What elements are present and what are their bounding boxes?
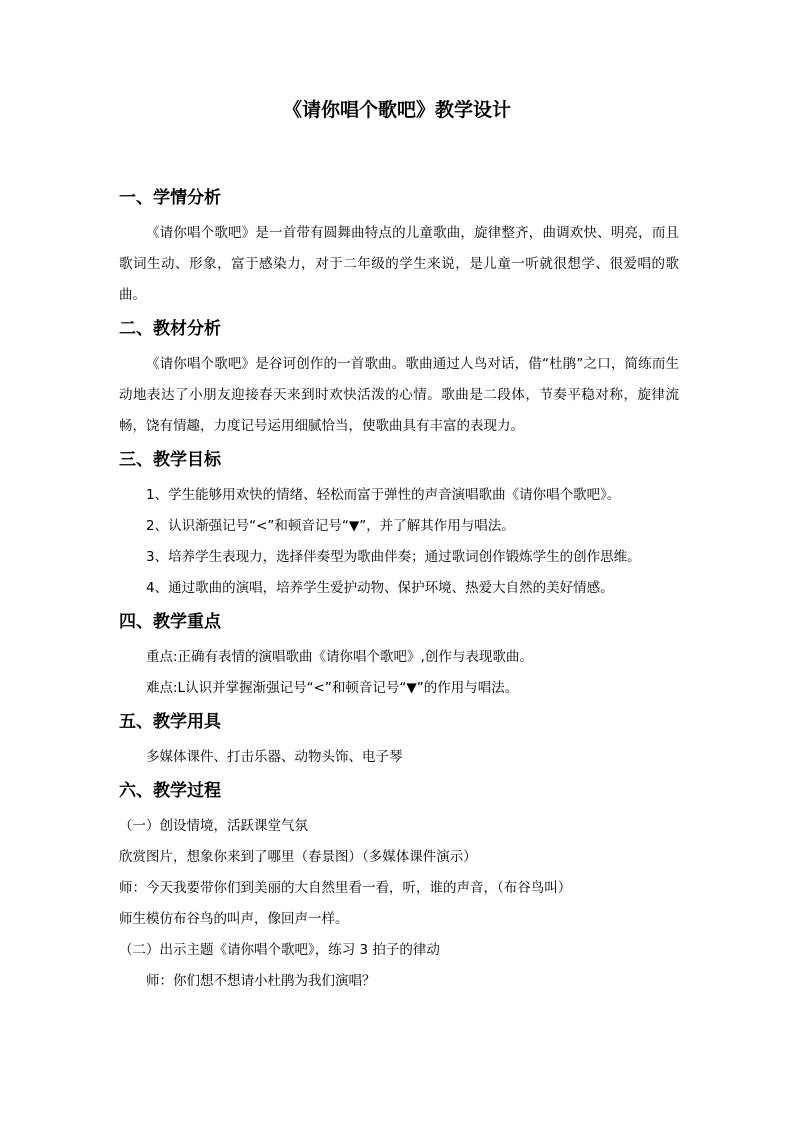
process-line: （一）创设情境，活跃课堂气氛 <box>119 818 308 834</box>
process-line: 师：今天我要带你们到美丽的大自然里看一看，听，谁的声音，（布谷鸟叫） <box>119 880 572 896</box>
section-teaching-goals <box>119 448 679 604</box>
tools-text: 多媒体课件、打击乐器、动物头饰、电子琴 <box>146 749 403 765</box>
section-heading: 四、教学重点 <box>119 612 221 632</box>
difficulty-item: 难点:L认识并掌握渐强记号“<”和顿音记号“▼”的作用与唱法。 <box>146 680 519 696</box>
goal-item: 1、学生能够用欢快的情绪、轻松而富于弹性的声音演唱歌曲《请你唱个歌吧》。 <box>146 487 621 503</box>
document-body <box>119 186 679 1003</box>
section-key-points <box>119 610 679 704</box>
section-heading: 一、学情分析 <box>119 188 221 208</box>
section-heading: 六、教学过程 <box>119 781 221 801</box>
process-line: 师：你们想不想请小杜鹃为我们演唱？ <box>146 973 376 989</box>
section-learner-analysis <box>119 186 679 311</box>
section-heading: 三、教学目标 <box>119 450 221 470</box>
section-teaching-process <box>119 779 679 997</box>
document-title: 《请你唱个歌吧》教学设计 <box>282 99 511 121</box>
goal-item: 2、认识渐强记号“<”和顿音记号“▼”，并了解其作用与唱法。 <box>146 518 515 534</box>
key-point-item: 重点:正确有表情的演唱歌曲《请你唱个歌吧》,创作与表现歌曲。 <box>146 649 533 665</box>
section-paragraph: 《请你唱个歌吧》是一首带有圆舞曲特点的儿童歌曲，旋律整齐，曲调欢快、明亮，而且歌词生动、形象，富于感染力，对于二年级的学生来说，是儿童一听就很想学、很爱唱的歌曲。 <box>119 225 679 303</box>
section-teaching-tools <box>119 710 679 773</box>
goal-list <box>119 480 679 604</box>
process-line: （二）出示主题《请你唱个歌吧》，练习 3 拍子的律动 <box>119 942 440 958</box>
section-heading: 二、教材分析 <box>119 319 221 339</box>
goal-item: 3、培养学生表现力，选择伴奏型为歌曲伴奏；通过歌词创作锻炼学生的创作思维。 <box>146 549 641 565</box>
section-material-analysis <box>119 317 679 442</box>
process-line: 欣赏图片，想象你来到了哪里（春景图）（多媒体课件演示） <box>119 849 477 865</box>
section-paragraph: 《请你唱个歌吧》是谷诃创作的一首歌曲。歌曲通过人鸟对话，借“杜鹃”之口，简练而生动地表达了小朋友迎接春天来到时欢快活泼的心情。歌曲是二段体，节奏平稳对称，旋律流畅，饶有情趣，力度记号运用细腻恰当，使歌曲具有丰富的表现力。 <box>119 356 679 434</box>
section-heading: 五、教学用具 <box>119 712 221 732</box>
process-lines <box>119 811 679 997</box>
key-point-list <box>119 642 679 704</box>
goal-item: 4、通过歌曲的演唱，培养学生爱护动物、保护环境、热爱大自然的美好情感。 <box>146 580 614 596</box>
process-line: 师生模仿布谷鸟的叫声，像回声一样。 <box>119 911 349 927</box>
